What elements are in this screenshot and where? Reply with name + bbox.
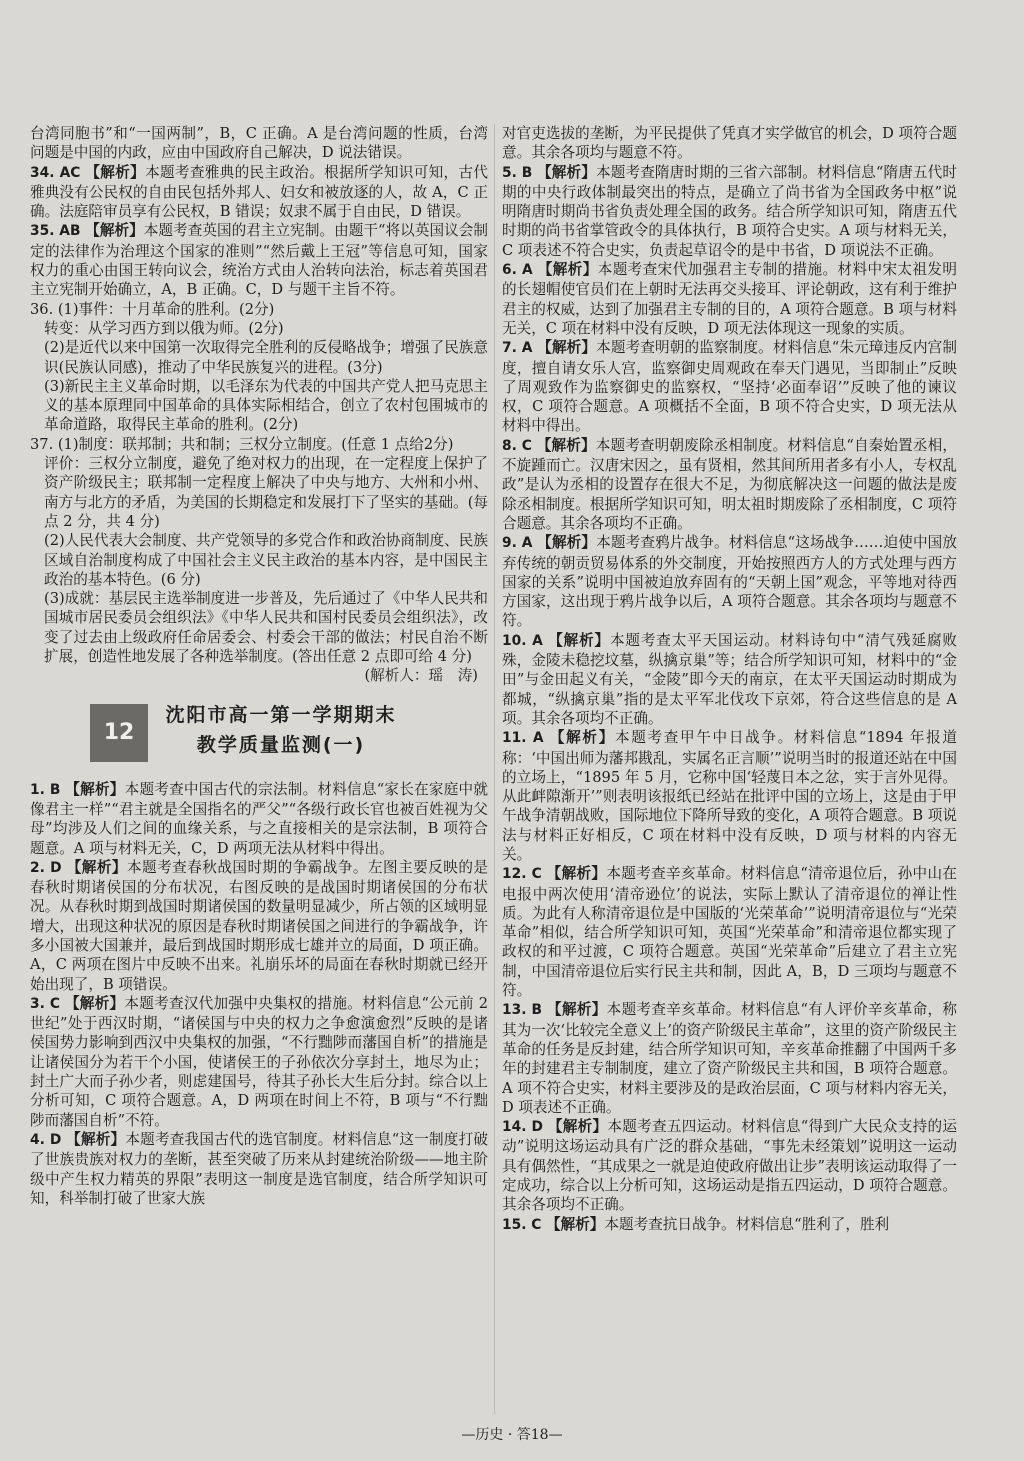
answer-36 bbox=[30, 300, 488, 435]
analyst-signature: (解析人：瑶 涛) bbox=[364, 667, 478, 685]
answer-text: 本题考查五四运动。材料信息“得到广大民众支持的运动”说明这场运动具有广泛的群众基础，“事先未经策划”说明这一运动具有偶然性，“其成果之一就是迫使政府做出让步”表明该运动取得了一定成功，综合以上分析可知，这场运动是指五四运动，D 项符合题意。其余各项均不正确。 bbox=[502, 1118, 957, 1214]
answer-item bbox=[502, 163, 957, 260]
left-column bbox=[30, 124, 488, 1208]
analysis-tag: 【解析】 bbox=[66, 858, 127, 876]
right-items bbox=[502, 124, 957, 1235]
answer-text: 本题考查辛亥革命。材料信息“清帝退位后，孙中山在电报中两次使用‘清帝逊位’的说法，实际上默认了清帝退位的禅让性质。为此有人称清帝退位是中国版的‘光荣革命’”说明清帝退位与“光荣革命”相似，结合所学知识可知，英国“光荣革命”和清帝退位都实现了政权的和平过渡，C 项符合题意。英国“光荣革命”后建立了君主立宪制，中国清帝退位后实行民主共和制，因此 A，B，D 三项均与题意不符。 bbox=[502, 865, 957, 1000]
answer-text: 本题考查我国古代的选官制度。材料信息“这一制度打破了世族贵族对权力的垄断，甚至突破了历来从封建统治阶级——地主阶级中产生权力精英的界限”表明这一制度是选官制度，结合所学知识可知，科举制打破了世家大族 bbox=[30, 1130, 488, 1207]
answer-number: 7. A bbox=[502, 340, 533, 357]
answer-item bbox=[30, 858, 488, 994]
analysis-tag: 【解析】 bbox=[537, 534, 597, 552]
answer-text: 本题考查甲午中日战争。材料信息“1894 年报道称：‘中国出师为藩邦戡乱，实属名正言顺’”说明当时的报道还站在中国的立场上，“1895 年 5 月，它称中国‘轻蔑日本之忿，实于言外见得。从此衅隙渐开’”则表明该报纸已经站在批评中国的立场上，这是由于甲午战争清朝战败，国际地位下降所导致的变化，A 项符合题意。B 项说法与材料正好相反，C 项在材料中没有反映，D 项与材料的内容无关。 bbox=[502, 729, 957, 863]
answer-37-line: (3)成就：基层民主选举制度进一步普及，先后通过了《中华人民共和国城市居民委员会组织法》《中华人民共和国村民委员会组织法》，改变了过去由上级政府任命居委会、村委会干部的做法；村民自治不断扩展，创造性地发展了各种选举制度。(答出任意 2 点即可给 4 分) bbox=[44, 590, 488, 666]
answer-item bbox=[502, 533, 957, 630]
section-title bbox=[156, 700, 406, 760]
answer-item bbox=[30, 1130, 488, 1208]
answer-item bbox=[502, 338, 957, 435]
answer-36-line: (3)新民主主义革命时期，以毛泽东为代表的中国共产党人把马克思主义的基本原理同中国革命的具体实际相结合，创立了农村包围城市的革命道路，取得民主革命的胜利。(2分) bbox=[44, 377, 488, 434]
analysis-tag: 【解析】 bbox=[536, 436, 596, 454]
right-column bbox=[502, 124, 957, 1235]
answer-text: 本题考查英国的君主立宪制。由题干“将以英国议会制定的法律作为治理这个国家的准则”“然后戴上王冠”等信息可知，国家权力的重心由国王转向议会，统治方式由人治转向法治，标志着英国君主立宪制开始确立，A，B 正确。C，D 与题干主旨不符。 bbox=[30, 222, 488, 299]
answer-text: 本题考查汉代加强中央集权的措施。材料信息“公元前 2 世纪”处于西汉时期，“诸侯国与中央的权力之争愈演愈烈”反映的是诸侯国势力影响到西汉中央集权的加强，“不行黜陟而藩国自析”的措施是让诸侯国分为若干个小国，使诸侯王的子孙依次分享封土，地尽为止；封土广大而子孙少者，则虑建国号，待其子孙长大生后分封。综合以上分析可知，C 项符合题意。A，D 两项在时间上不符，B 项与“不行黜陟而藩国自析”不符。 bbox=[30, 994, 488, 1129]
analysis-tag: 【解析】 bbox=[547, 1118, 608, 1136]
answer-text: 本题考查辛亥革命。材料信息“有人评价辛亥革命，称其为一次‘比较完全意义上’的资产阶级民主革命”，这里的资产阶级民主革命的任务是反封建，结合所学知识可知，辛亥革命推翻了中国两千多年的封建君主专制制度，建立了资产阶级民主共和国，B 项符合题意。A 项不符合史实，材料主要涉及的是政治层面，C 项与材料内容无关，D 项表述不正确。 bbox=[502, 1001, 957, 1116]
answer-item bbox=[30, 163, 488, 222]
answer-item bbox=[502, 124, 957, 163]
analysis-tag: 【解析】 bbox=[546, 865, 607, 883]
answer-item bbox=[502, 1000, 957, 1117]
answer-text: 本题考查雅典的民主政治。根据所学知识可知，古代雅典没有公民权的自由民包括外邦人、妇女和被放逐的人，故 A，C 正确。法庭陪审员享有公民权，B 错误；奴隶不属于自由民，D 错误。 bbox=[30, 163, 488, 221]
analysis-tag: 【解析】 bbox=[537, 339, 597, 357]
section-header bbox=[90, 700, 488, 768]
answer-text: 本题考查鸦片战争。材料信息“这场战争……迫使中国放弃传统的朝贡贸易体系的外交制度，开始按照西方人的方式处理与西方国家的关系”说明中国被迫放弃固有的“天朝上国”观念，平等地对待西方国家，这出现于鸦片战争以后，A 项符合题意。其余各项均与题意不符。 bbox=[502, 534, 957, 630]
analysis-tag: 【解析】 bbox=[546, 1215, 605, 1233]
answer-number: 1. B bbox=[30, 781, 61, 798]
column-divider bbox=[494, 124, 495, 1414]
left-items-bottom bbox=[30, 780, 488, 1209]
answer-text: 本题考查隋唐时期的三省六部制。材料信息“隋唐五代时期的中央行政体制最突出的特点，是确立了尚书省为全国政务中枢”说明隋唐时期尚书省负责处理全国的政务。结合所学知识可知，隋唐五代时期的尚书省掌管政令的具体执行，B 项符合史实。A 项与材料无关，C 项表述不符合史实，负责起草诏令的是中书省，D 项说法不正确。 bbox=[502, 163, 957, 259]
answer-item bbox=[502, 631, 957, 728]
answer-item bbox=[30, 221, 488, 299]
answer-number: 13. B bbox=[502, 1002, 543, 1019]
analysis-tag: 【解析】 bbox=[85, 222, 144, 240]
answer-number: 10. A bbox=[502, 632, 543, 649]
left-items-top bbox=[30, 124, 488, 300]
answer-37-line: (2)人民代表大会制度、共产党领导的多党合作和政治协商制度、民族区域自治制度构成了中国社会主义民主政治的基本内容，是中国民主政治的基本特色。(6 分) bbox=[44, 532, 488, 588]
answer-number: 35. AB bbox=[30, 223, 81, 240]
answer-number: 8. C bbox=[502, 437, 532, 454]
answer-number: 11. A bbox=[502, 730, 544, 747]
answer-item bbox=[502, 864, 957, 1000]
answer-text: 本题考查抗日战争。材料信息“胜利了，胜利 bbox=[604, 1215, 890, 1233]
analysis-tag: 【解析】 bbox=[65, 780, 125, 798]
answer-text: 台湾同胞书”和“一国两制”，B，C 正确。A 是台湾问题的性质，台湾问题是中国的内政，应由中国政府自己解决，D 说法错误。 bbox=[30, 125, 488, 162]
answer-text: 本题考查太平天国运动。材料诗句中“清气残延腐败殊，金陵未稳挖坟墓，纵擒京巢”等；结合所学知识可知，材料中的“金田”与金田起义有关，“金陵”即今天的南京，在太平天国运动时期成为都城，“纵擒京巢”指的是太平军北伐攻下京郊，符合这些信息的是 A 项。其余各项均不正确。 bbox=[502, 631, 957, 727]
answer-number: 14. D bbox=[502, 1119, 543, 1136]
answer-number: 15. C bbox=[502, 1216, 542, 1233]
answer-item bbox=[30, 124, 488, 163]
answer-item bbox=[502, 1117, 957, 1214]
answer-37-line: 37. (1)制度：联邦制；共和制；三权分立制度。(任意 1 点给2分) bbox=[30, 435, 454, 453]
answer-text: 本题考查中国古代的宗法制。材料信息“家长在家庭中就像君主一样”“君主就是全国指名的严父”“各级行政长官也被百姓视为父母”均涉及人们之间的血缘关系，与之直接相关的是宗法制，B 项符合题意。A 项与材料无关，C，D 两项无法从材料中得出。 bbox=[30, 780, 488, 857]
analysis-tag: 【解析】 bbox=[64, 994, 125, 1012]
analysis-tag: 【解析】 bbox=[537, 163, 596, 181]
answer-36-line: 36. (1)事件：十月革命的胜利。(2分) bbox=[30, 300, 275, 318]
answer-text: 对官吏选拔的垄断，为平民提供了凭真才实学做官的机会，D 项符合题意。其余各项均与题意不符。 bbox=[502, 125, 957, 162]
answer-number: 3. C bbox=[30, 995, 61, 1012]
analysis-tag: 【解析】 bbox=[547, 1001, 607, 1019]
answer-item bbox=[502, 1215, 957, 1235]
analysis-tag: 【解析】 bbox=[548, 631, 610, 649]
answer-item bbox=[502, 436, 957, 533]
answer-text: 本题考查春秋战国时期的争霸战争。左图主要反映的是春秋时期诸侯国的分布状况，右图反映的是战国时期诸侯国的分布状况。从春秋时期到战国时期诸侯国的数量明显减少，所占领的区域明显增大，出现这种状况的原因是春秋时期诸侯国之间进行的争霸战争，许多小国被大国兼并，最后到战国时期形成七雄并立的局面，D 项正确。A，C 两项在图片中反映不出来。礼崩乐坏的局面在春秋时期就已经开始出现了，B 项错误。 bbox=[30, 858, 488, 993]
answer-37 bbox=[30, 435, 488, 667]
section-number-badge: 12 bbox=[90, 704, 148, 762]
answer-item bbox=[30, 780, 488, 858]
answer-number: 9. A bbox=[502, 535, 533, 552]
analysis-tag: 【解析】 bbox=[66, 1130, 126, 1148]
answer-text: 本题考查明朝的监察制度。材料信息“朱元璋违反内宫制度，擅自请女乐人宫，监察御史周观政在奉天门遇见，当即制止”反映了周观致作为监察御史的监察权，“坚持‘必面奉诏’”反映了他的谏议权，C 项符合题意。A 项概括不全面，B 项不符合史实，D 项无法从材料中得出。 bbox=[502, 339, 957, 435]
section-title-line2: 教学质量监测(一) bbox=[196, 733, 366, 756]
answer-item bbox=[502, 260, 957, 338]
answer-36-line: (2)是近代以来中国第一次取得完全胜利的反侵略战争；增强了民族意识(民族认同感)，推动了中华民族复兴的进程。(3分) bbox=[44, 339, 488, 376]
analysis-tag: 【解析】 bbox=[537, 261, 598, 279]
answer-number: 12. C bbox=[502, 866, 542, 883]
answer-number: 4. D bbox=[30, 1131, 62, 1148]
answer-number: 5. B bbox=[502, 164, 533, 181]
answer-item bbox=[30, 994, 488, 1130]
answer-number: 34. AC bbox=[30, 164, 81, 181]
answer-37-line: 评价：三权分立制度，避免了绝对权力的出现，在一定程度上保护了资产阶级民主；联邦制一定程度上解决了中央与地方、大州和小州、南方与北方的矛盾，为美国的长期稳定和发展打下了坚实的基础。(每点 2 分，共 4 分) bbox=[44, 455, 488, 530]
page-footer: —历史 · 答18— bbox=[461, 1427, 563, 1443]
answer-item bbox=[502, 728, 957, 864]
section-title-line1: 沈阳市高一第一学期期末 bbox=[165, 703, 397, 726]
answer-36-line: 转变：从学习西方到以俄为师。(2分) bbox=[44, 319, 284, 337]
analysis-tag: 【解析】 bbox=[549, 729, 615, 747]
answer-text: 本题考查明朝废除丞相制度。材料信息“自秦始置丞相，不旋踵而亡。汉唐宋因之，虽有贤相，然其间所用者多有小人，专权乱政”是认为丞相的设置存在很大不足，为彻底解决这一问题的做法是废除丞相制度。根据所学知识可知，明太祖时期废除了丞相制度，C 项符合题意。其余各项均不正确。 bbox=[502, 436, 957, 532]
analysis-tag: 【解析】 bbox=[85, 163, 146, 181]
answer-number: 2. D bbox=[30, 859, 62, 876]
answer-number: 6. A bbox=[502, 262, 533, 279]
answer-text: 本题考查宋代加强君主专制的措施。材料中宋太祖发明的长翅帽使官员们在上朝时无法再交头接耳、评论朝政，这有利于维护君主的权威，达到了加强君主专制的目的，A 项符合题意。B 项与材料无关，C 项在材料中没有反映，D 项无法体现这一现象的实质。 bbox=[502, 261, 957, 337]
